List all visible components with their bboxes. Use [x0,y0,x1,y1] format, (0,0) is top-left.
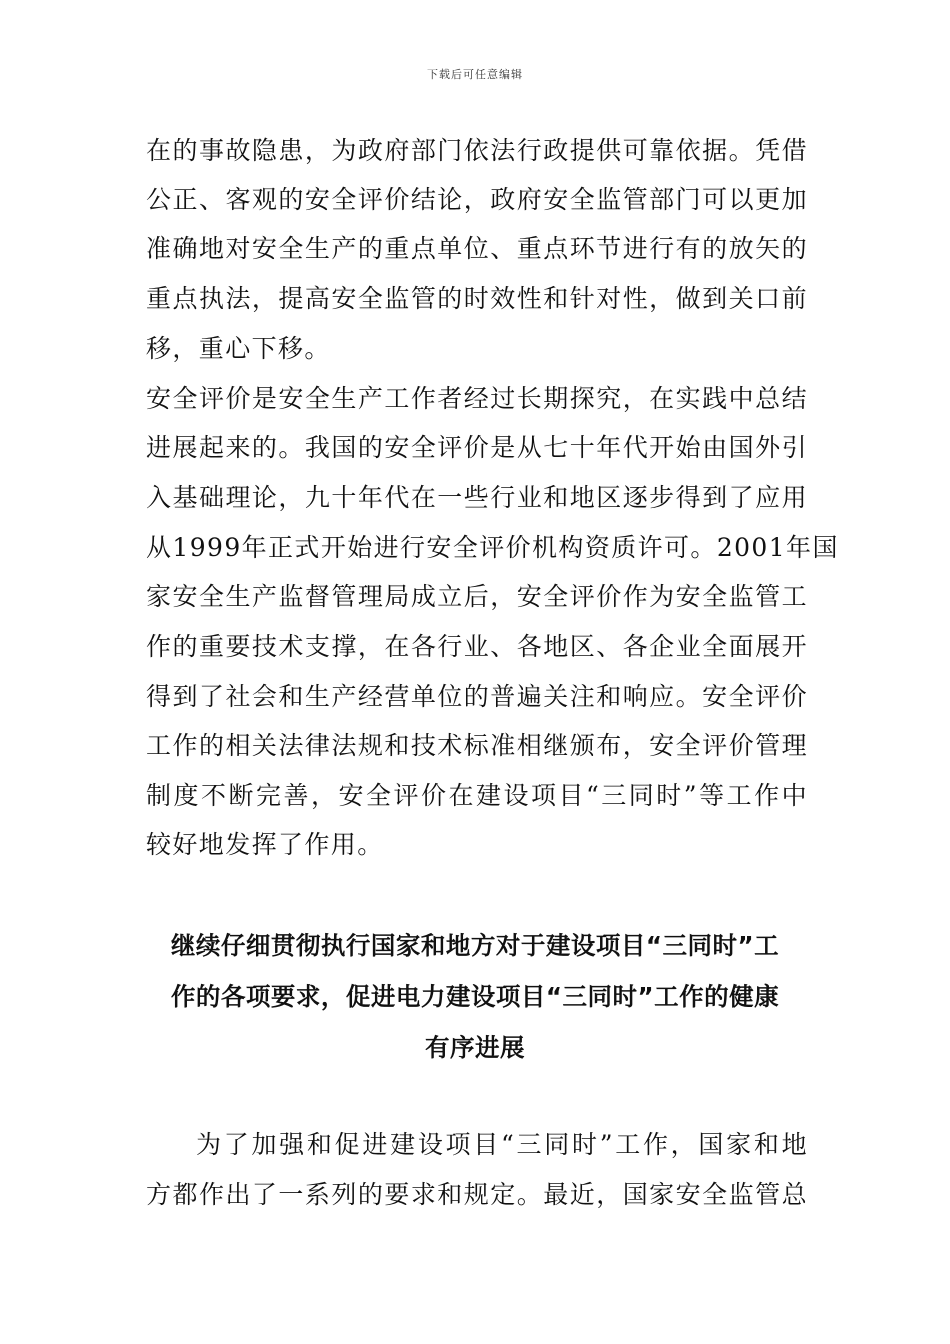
text-line: 为了加强和促进建设项目“三同时”工作，国家和地 [196,1130,808,1159]
text-line: 移，重心下移。 [146,334,331,363]
text-line: 在的事故隐患，为政府部门依法行政提供可靠依据。凭借 [146,136,808,165]
text-line: 较好地发挥了作用。 [146,830,384,859]
text-line: 作的重要技术支撑，在各行业、各地区、各企业全面展开 [146,632,808,661]
heading-line: 继续仔细贯彻执行国家和地方对于建设项目“三同时”工 [170,931,780,960]
heading-line: 有序进展 [425,1033,525,1062]
text-line: 公正、客观的安全评价结论，政府安全监管部门可以更加 [146,185,808,214]
text-line: 工作的相关法律法规和技术标准相继颁布，安全评价管理 [146,731,808,760]
text-line: 从1999年正式开始进行安全评价机构资质许可。2001年国 [146,533,839,562]
text-line: 制度不断完善，安全评价在建设项目“三同时”等工作中 [146,781,808,810]
text-line: 进展起来的。我国的安全评价是从七十年代开始由国外引 [146,433,808,462]
text-line: 安全评价是安全生产工作者经过长期探究，在实践中总结 [146,384,808,413]
text-line: 方都作出了一系列的要求和规定。最近，国家安全监管总 [146,1180,808,1209]
page-header-note: 下载后可任意编辑 [427,68,523,81]
text-line: 得到了社会和生产经营单位的普遍关注和响应。安全评价 [146,682,808,711]
text-line: 重点执法，提高安全监管的时效性和针对性，做到关口前 [146,284,808,313]
text-line: 家安全生产监督管理局成立后，安全评价作为安全监管工 [146,582,808,611]
text-line: 入基础理论，九十年代在一些行业和地区逐步得到了应用 [146,483,808,512]
text-line: 准确地对安全生产的重点单位、重点环节进行有的放矢的 [146,234,808,263]
heading-line: 作的各项要求，促进电力建设项目“三同时”工作的健康 [170,982,780,1011]
